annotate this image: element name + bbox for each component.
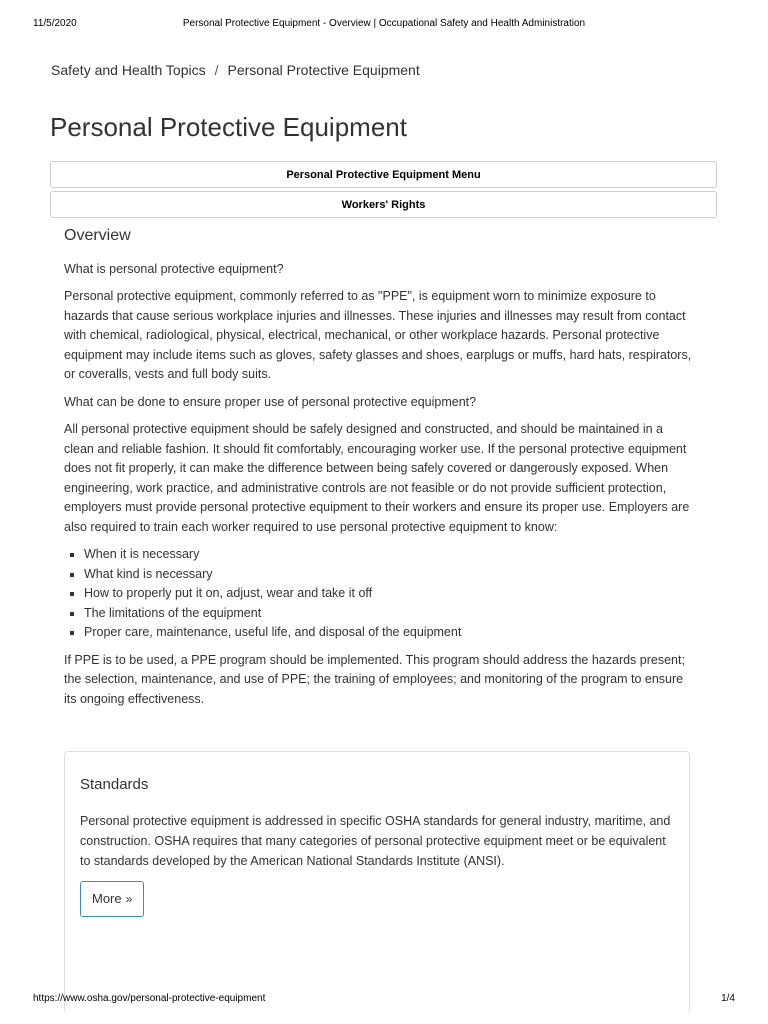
more-button[interactable]	[80, 881, 144, 917]
list-item: ▪ Proper care, maintenance, useful life, and disposal of the equipment	[84, 623, 692, 643]
standards-text: Personal protective equipment is addressed in specific OSHA standards for general industry, maritime, and construction. OSHA requires that many categories of personal protective equipment meet or be equivalent to standards developed by the American National Standards Institute (ANSI).	[80, 814, 671, 868]
overview-paragraph-2: All personal protective equipment should be safely designed and constructed, and should be maintained in a clean and reliable fashion. It should fit comfortably, encouraging worker use. If the personal protective equipment does not fit properly, it can make the difference between being safely covered or dangerously exposed. When engineering, work practice, and administrative controls are not feasible or do not provide sufficient protection, employers must provide personal protective equipment to their workers and ensure its proper use. Employers are also required to train each worker required to use personal protective equipment to know:	[64, 422, 690, 534]
workers-rights-button[interactable]: Workers' Rights	[50, 191, 717, 218]
more-button-label: More	[92, 891, 122, 906]
list-item: ▪ The limitations of the equipment	[84, 604, 692, 624]
overview-section	[64, 226, 692, 717]
list-item: ▪ When it is necessary	[84, 545, 692, 565]
standards-panel	[64, 751, 690, 1011]
training-list	[64, 545, 692, 643]
breadcrumb	[51, 62, 420, 78]
standards-heading: Standards	[80, 776, 149, 793]
overview-heading: Overview	[64, 227, 131, 244]
overview-question-1: What is personal protective equipment?	[64, 261, 284, 276]
list-item: ▪ What kind is necessary	[84, 565, 692, 585]
print-url: https://www.osha.gov/personal-protective-equipment	[33, 993, 266, 1004]
print-header	[33, 18, 735, 29]
breadcrumb-link-ppe[interactable]: Personal Protective Equipment	[227, 62, 420, 78]
breadcrumb-link-safety-topics[interactable]: Safety and Health Topics	[51, 62, 206, 78]
list-item: ▪ How to properly put it on, adjust, wear and take it off	[84, 584, 692, 604]
double-chevron-right-icon: »	[125, 892, 133, 906]
print-page-title: Personal Protective Equipment - Overview | Occupational Safety and Health Administration	[182, 18, 586, 29]
print-date: 11/5/2020	[33, 18, 77, 29]
print-page-number: 1/4	[721, 993, 735, 1004]
page-title: Personal Protective Equipment	[50, 112, 407, 142]
ppe-menu-button[interactable]: Personal Protective Equipment Menu	[50, 161, 717, 188]
breadcrumb-separator: /	[214, 62, 219, 78]
print-footer	[33, 993, 735, 1004]
overview-paragraph-1: Personal protective equipment, commonly referred to as "PPE", is equipment worn to minimize exposure to hazards that cause serious workplace injuries and illnesses. These injuries and illnesses may result from contact with chemical, radiological, physical, electrical, mechanical, or other workplace hazards. Personal protective equipment may include items such as gloves, safety glasses and shoes, earplugs or muffs, hard hats, respirators, or coveralls, vests and full body suits.	[64, 289, 692, 381]
overview-question-2: What can be done to ensure proper use of personal protective equipment?	[64, 394, 477, 409]
overview-paragraph-3: If PPE is to be used, a PPE program should be implemented. This program should address the hazards present; the selection, maintenance, and use of PPE; the training of employees; and monitoring of the program to ensure its ongoing effectiveness.	[64, 652, 685, 706]
